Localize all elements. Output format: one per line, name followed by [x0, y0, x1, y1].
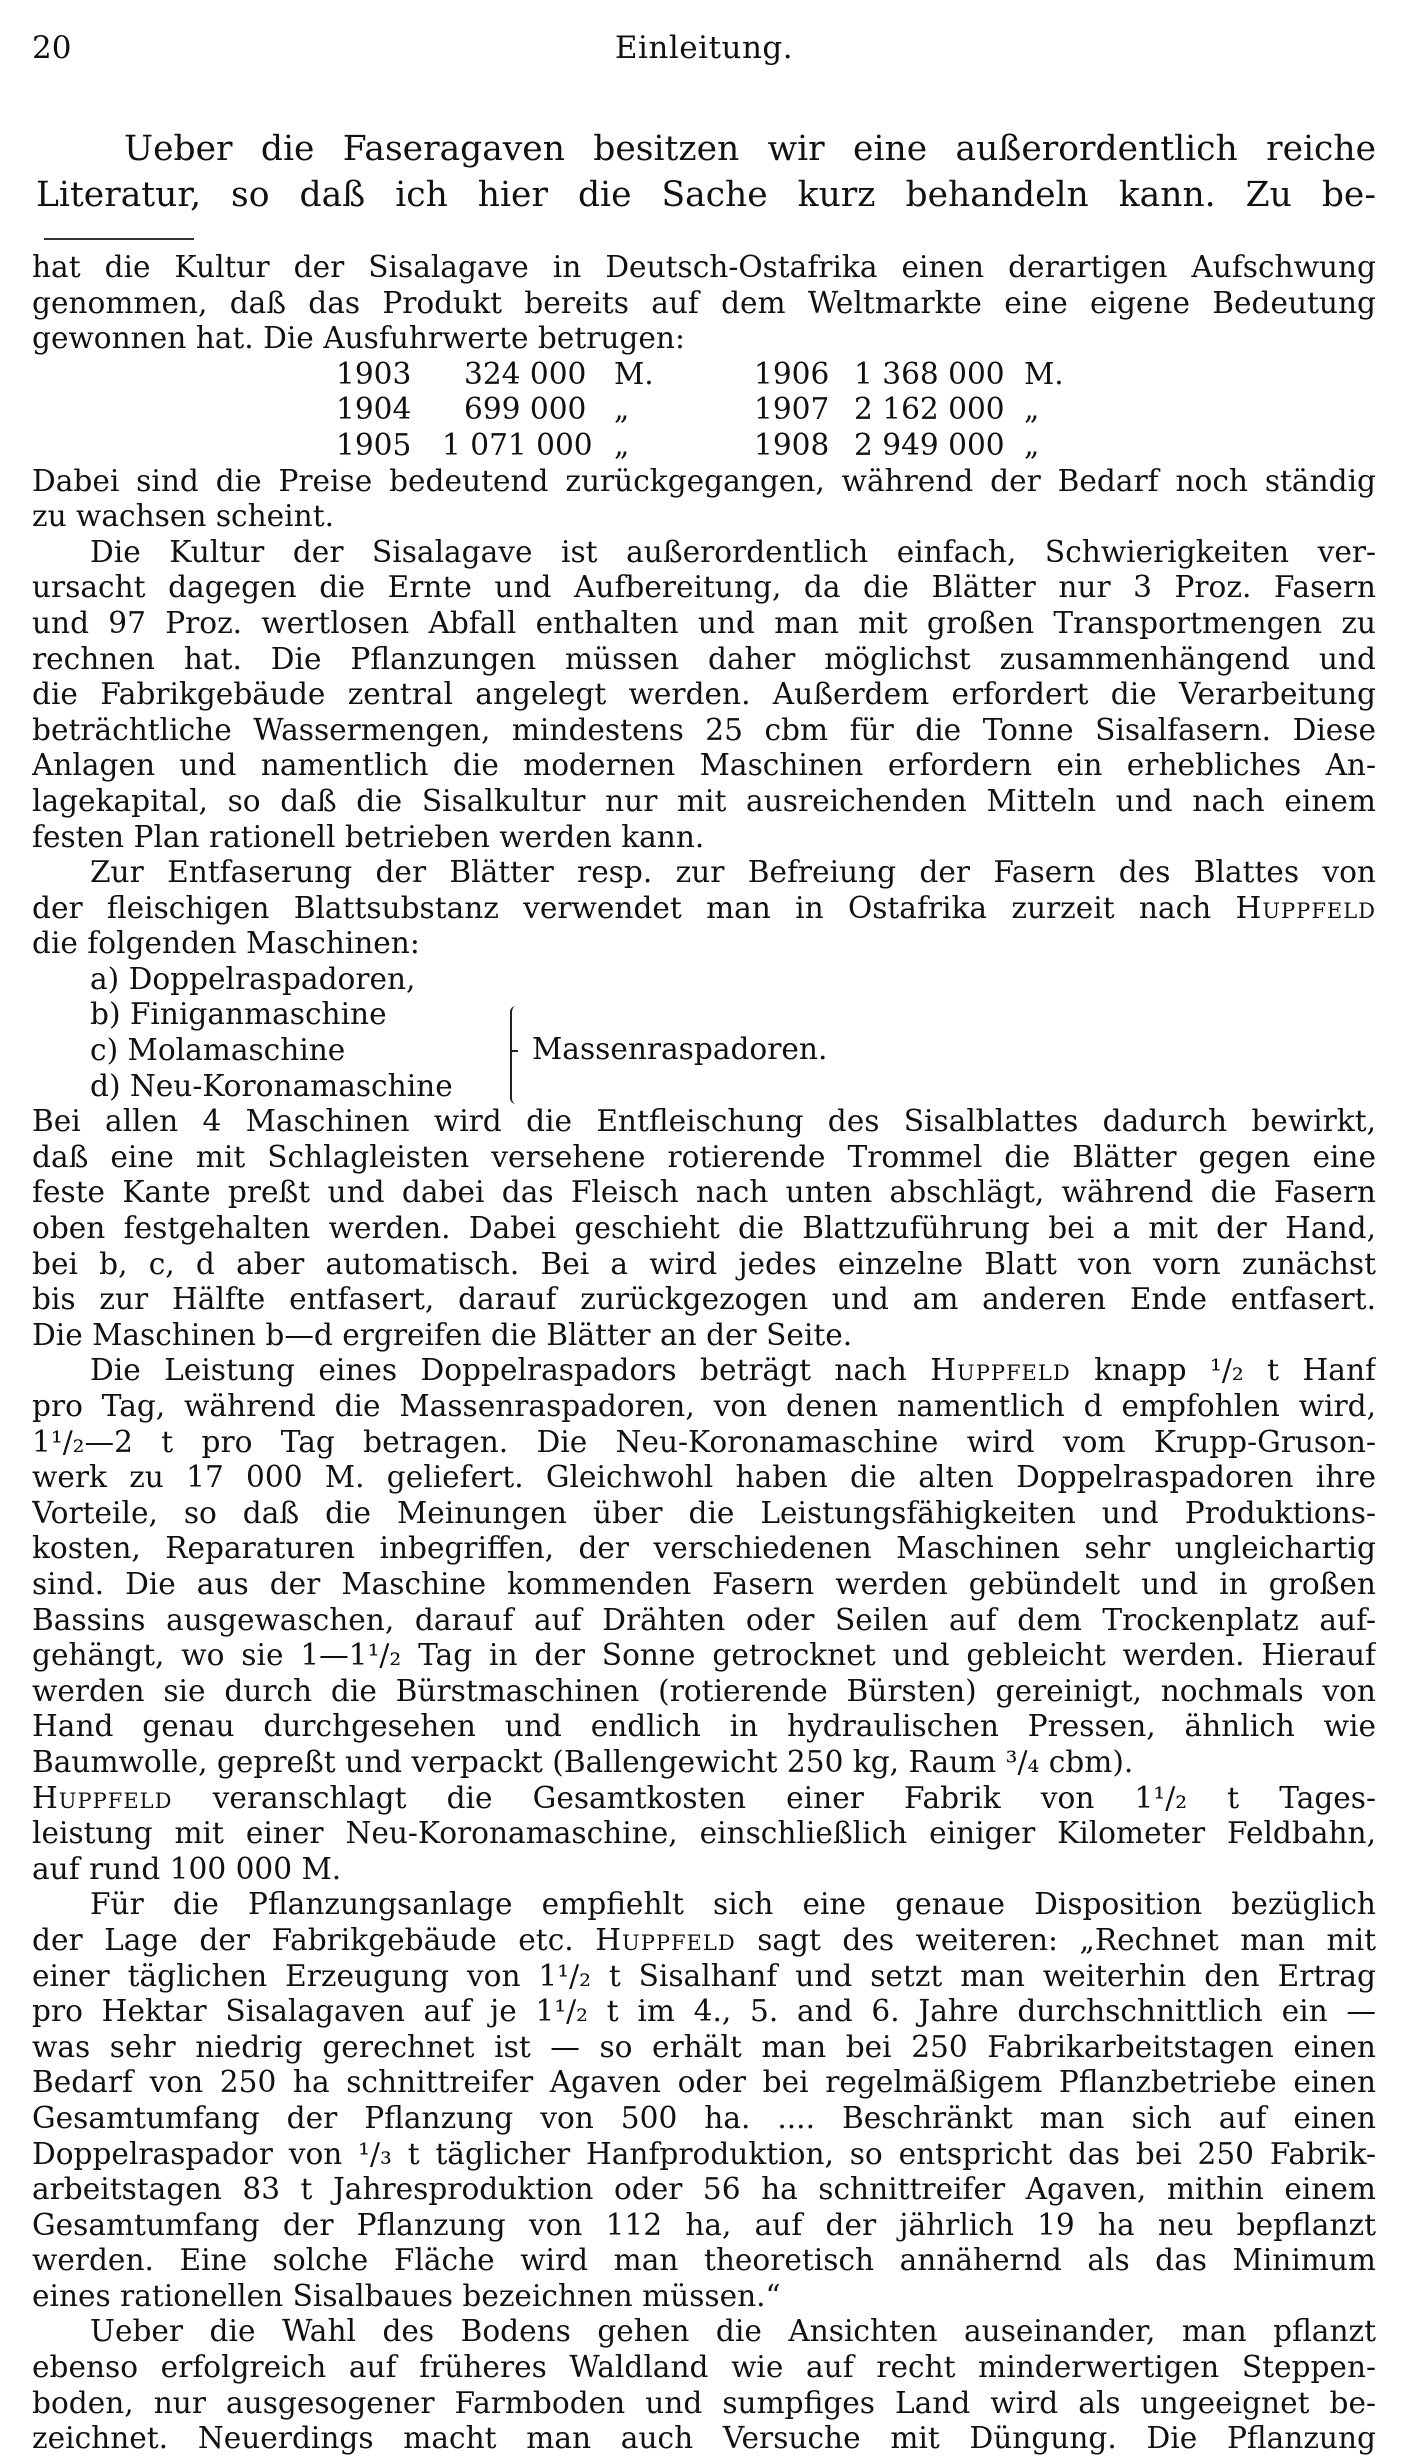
page-number: 20: [32, 30, 72, 66]
text-line: Zur Entfaserung der Blätter resp. zur Befreiung der Fasern des Blattes von: [90, 855, 1376, 890]
paragraph-process: [32, 1104, 1376, 1353]
paragraph-export: [32, 250, 1376, 357]
table-unit: „: [614, 392, 630, 427]
text-line: Die Maschinen b—d ergreifen die Blätter an der Seite.: [32, 1317, 853, 1352]
text-line: die folgenden Maschinen:: [32, 926, 420, 961]
text-line: Gesamtumfang der Pflanzung von 500 ha. .... Beschränkt man sich auf einen: [32, 2100, 1376, 2135]
list-item: d) Neu-Koronamaschine: [90, 1068, 453, 1103]
intro-line: Ueber die Faseragaven besitzen wir eine außerordentlich reiche: [124, 129, 1376, 169]
table-year: 1905: [336, 427, 412, 462]
paragraph-culture: [32, 535, 1376, 855]
text-fragment: der fleischigen Blattsubstanz verwendet man in Ostafrika zurzeit nach: [32, 890, 1212, 925]
table-year: 1906: [754, 356, 830, 391]
text-line: genommen, daß das Produkt bereits auf dem Weltmarkte eine eigene Bedeutung: [32, 285, 1376, 320]
machine-list: [32, 962, 1376, 1104]
text-line: Dabei sind die Preise bedeutend zurückgegangen, während der Bedarf noch ständig: [32, 463, 1376, 498]
paragraph-prices: [32, 464, 1376, 535]
text-line: eines rationellen Sisalbaues bezeichnen müssen.“: [32, 2278, 781, 2313]
running-header: [32, 22, 1376, 74]
table-value: 2 949 000: [854, 427, 1005, 462]
group-label: Massenraspadoren.: [532, 1031, 828, 1066]
text-line: bis zur Hälfte entfasert, darauf zurückgezogen und am anderen Ende entfasert.: [32, 1282, 1376, 1317]
paragraph-costs: [32, 1781, 1376, 1888]
document-page: [32, 22, 1376, 2457]
table-value: 699 000: [464, 392, 587, 427]
text-line: rechnen hat. Die Pflanzungen müssen daher möglichst zusammenhängend und: [32, 641, 1376, 676]
text-line: Die Kultur der Sisalagave ist außerordentlich einfach, Schwierigkeiten ver-: [90, 534, 1376, 569]
text-line: Doppelraspador von ¹/₃ t täglicher Hanfproduktion, so entspricht das bei 250 Fabrik-: [32, 2136, 1376, 2171]
text-fragment: veranschlagt die Gesamtkosten einer Fabrik von 1¹/₂ t Tages-: [212, 1780, 1376, 1815]
text-line: die Fabrikgebäude zentral angelegt werden. Außerdem erfordert die Verarbeitung: [32, 677, 1376, 712]
text-fragment: sagt des weiteren: „Rechnet man mit: [757, 1922, 1376, 1957]
text-line: Vorteile, so daß die Meinungen über die Leistungsfähigkeiten und Produktions-: [32, 1495, 1376, 1530]
text-line: pro Tag, während die Massenraspadoren, von denen namentlich d empfohlen wird,: [32, 1389, 1376, 1424]
text-line: 1¹/₂—2 t pro Tag betragen. Die Neu-Koronamaschine wird vom Krupp-Gruson-: [32, 1424, 1376, 1459]
table-year: 1908: [754, 427, 830, 462]
text-line: hat die Kultur der Sisalagave in Deutsch-Ostafrika einen derartigen Aufschwung: [32, 250, 1376, 284]
text-line: [32, 1923, 1376, 1959]
text-line: Bei allen 4 Maschinen wird die Entfleischung des Sisalblattes dadurch bewirkt,: [32, 1104, 1376, 1139]
export-values-table: [32, 357, 1376, 464]
table-year: 1907: [754, 392, 830, 427]
author-name: Huppfeld: [930, 1353, 1071, 1388]
grouping-brace: [510, 1006, 522, 1104]
text-line: Gesamtumfang der Pflanzung von 112 ha, auf der jährlich 19 ha neu bepflanzt: [32, 2207, 1376, 2242]
text-line: beträchtliche Wassermengen, mindestens 25 cbm für die Tonne Sisalfasern. Diese: [32, 712, 1376, 747]
text-line: werk zu 17 000 M. geliefert. Gleichwohl haben die alten Doppelraspadoren ihre: [32, 1460, 1376, 1495]
text-line: bei b, c, d aber automatisch. Bei a wird jedes einzelne Blatt von vorn zunächst: [32, 1246, 1376, 1281]
table-unit: „: [614, 427, 630, 462]
text-line: Ueber die Wahl des Bodens gehen die Ansichten auseinander, man pflanzt: [90, 2314, 1376, 2349]
text-line: einer täglichen Erzeugung von 1¹/₂ t Sisalhanf und setzt man weiterhin den Ertrag: [32, 1958, 1376, 1993]
text-line: kosten, Reparaturen inbegriffen, der verschiedenen Maschinen sehr ungleichartig: [32, 1531, 1376, 1566]
paragraph-plantation: [32, 1887, 1376, 2314]
text-line: Anlagen und namentlich die modernen Maschinen erfordern ein erhebliches An-: [32, 748, 1376, 783]
text-line: Baumwolle, gepreßt und verpackt (Ballengewicht 250 kg, Raum ³/₄ cbm).: [32, 1744, 1134, 1779]
text-line: oben festgehalten werden. Dabei geschieht die Blattzuführung bei a mit der Hand,: [32, 1211, 1376, 1246]
text-line: leistung mit einer Neu-Koronamaschine, einschließlich einiger Kilometer Feldbahn,: [32, 1816, 1376, 1851]
text-line: auf rund 100 000 M.: [32, 1851, 342, 1886]
text-line: [32, 891, 1376, 927]
table-unit: „: [1024, 427, 1040, 462]
text-line: [32, 1781, 1376, 1817]
table-value: 1 368 000: [854, 356, 1005, 391]
paragraph-machines-intro: [32, 855, 1376, 962]
list-item: b) Finiganmaschine: [90, 997, 387, 1032]
table-value: 1 071 000: [442, 427, 593, 462]
text-line: [32, 1353, 1376, 1389]
list-item: a) Doppelraspadoren,: [90, 961, 416, 996]
text-line: boden, nur ausgesogener Farmboden und sumpfiges Land wird als ungeeignet be-: [32, 2385, 1376, 2420]
table-year: 1903: [336, 356, 412, 391]
table-value: 2 162 000: [854, 392, 1005, 427]
text-line: lagekapital, so daß die Sisalkultur nur mit ausreichenden Mitteln und nach einem: [32, 783, 1376, 818]
text-line: und 97 Proz. wertlosen Abfall enthalten und man mit großen Transportmengen zu: [32, 605, 1376, 640]
text-line: ebenso erfolgreich auf früheres Waldland wie auf recht minderwertigen Steppen-: [32, 2350, 1376, 2385]
text-line: gehängt, wo sie 1—1¹/₂ Tag in der Sonne getrocknet und gebleicht werden. Hierauf: [32, 1638, 1376, 1673]
text-line: ursacht dagegen die Ernte und Aufbereitung, da die Blätter nur 3 Proz. Fasern: [32, 570, 1376, 605]
text-line: zeichnet. Neuerdings macht man auch Versuche mit Düngung. Die Pflanzung: [32, 2421, 1376, 2456]
text-fragment: knapp ¹/₂ t Hanf: [1094, 1353, 1376, 1388]
table-value: 324 000: [464, 356, 587, 391]
text-line: zu wachsen scheint.: [32, 499, 334, 534]
running-title: Einleitung.: [614, 30, 794, 66]
text-line: daß eine mit Schlagleisten versehene rotierende Trommel die Blätter gegen eine: [32, 1139, 1376, 1174]
text-line: Hand genau durchgesehen und endlich in hydraulischen Pressen, ähnlich wie: [32, 1709, 1376, 1744]
text-line: arbeitstagen 83 t Jahresproduktion oder 56 ha schnittreifer Agaven, mithin einem: [32, 2172, 1376, 2207]
text-fragment: Die Leistung eines Doppelraspadors beträgt nach: [90, 1353, 907, 1388]
table-unit: M.: [1024, 356, 1064, 391]
text-line: Bedarf von 250 ha schnittreifer Agaven oder bei regelmäßigem Pflanzbetriebe einen: [32, 2065, 1376, 2100]
text-line: gewonnen hat. Die Ausfuhrwerte betrugen:: [32, 321, 685, 356]
text-line: sind. Die aus der Maschine kommenden Fasern werden gebündelt und in großen: [32, 1567, 1376, 1601]
text-line: pro Hektar Sisalagaven auf je 1¹/₂ t im 4., 5. and 6. Jahre durchschnittlich ein —: [32, 1994, 1376, 2029]
list-item: c) Molamaschine: [90, 1033, 346, 1068]
table-unit: „: [1024, 392, 1040, 427]
text-line: was sehr niedrig gerechnet ist — so erhält man bei 250 Fabrikarbeitstagen einen: [32, 2029, 1376, 2064]
paragraph-soil: [32, 2314, 1376, 2456]
author-name: Huppfeld: [32, 1780, 173, 1815]
author-name: Huppfeld: [1235, 890, 1376, 925]
table-year: 1904: [336, 392, 412, 427]
intro-paragraph: [32, 126, 1376, 218]
paragraph-performance: [32, 1353, 1376, 1780]
text-line: Bassins ausgewaschen, darauf auf Drähten oder Seilen auf dem Trockenplatz auf-: [32, 1602, 1376, 1637]
text-line: werden sie durch die Bürstmaschinen (rotierende Bürsten) gereinigt, nochmals von: [32, 1673, 1376, 1708]
footnote-divider: [44, 238, 194, 240]
text-fragment: der Lage der Fabrikgebäude etc.: [32, 1922, 574, 1957]
table-unit: M.: [614, 356, 654, 391]
text-line: festen Plan rationell betrieben werden kann.: [32, 819, 705, 854]
intro-line: Literatur, so daß ich hier die Sache kurz behandeln kann. Zu be-: [36, 175, 1376, 215]
text-line: werden. Eine solche Fläche wird man theoretisch annähernd als das Minimum: [32, 2243, 1376, 2278]
text-line: feste Kante preßt und dabei das Fleisch nach unten abschlägt, während die Fasern: [32, 1175, 1376, 1210]
text-line: Für die Pflanzungsanlage empfiehlt sich eine genaue Disposition bezüglich: [90, 1887, 1376, 1922]
author-name: Huppfeld: [595, 1922, 736, 1957]
